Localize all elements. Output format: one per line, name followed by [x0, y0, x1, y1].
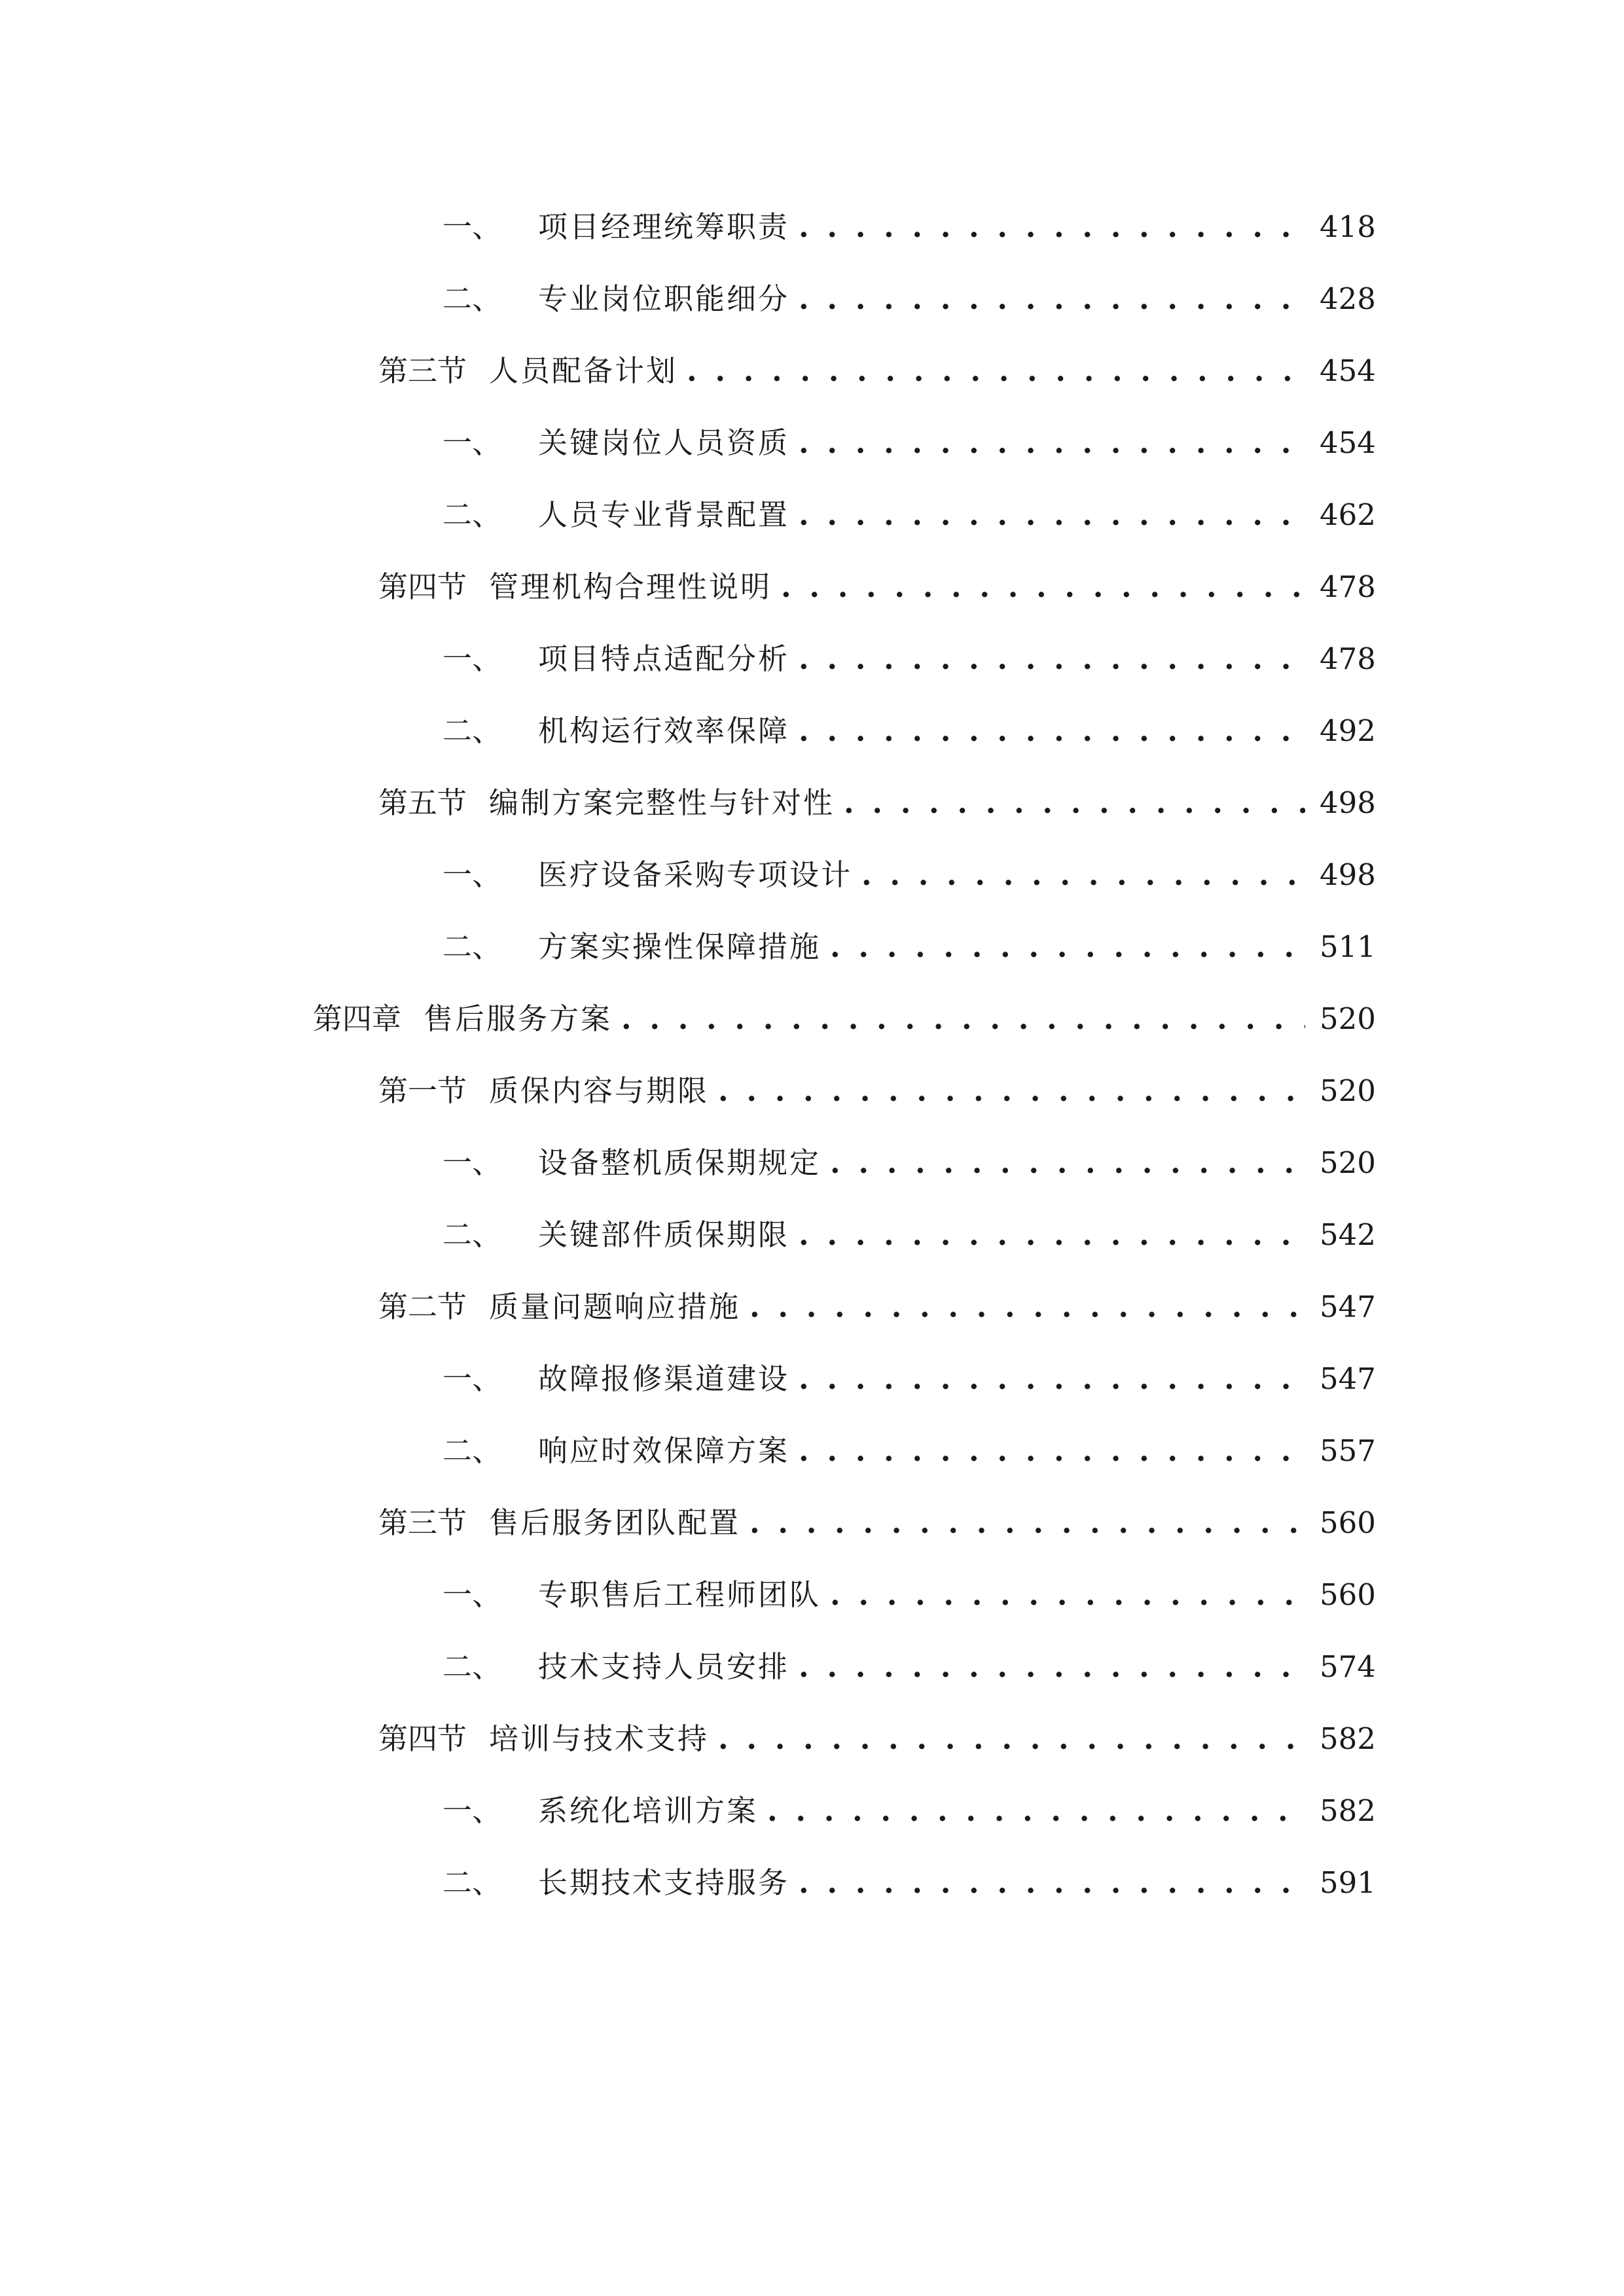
toc-entry-title: 技术支持人员安排	[538, 1649, 790, 1684]
toc-entry-number: 二、	[442, 713, 502, 748]
toc-entry-number: 一、	[442, 1361, 502, 1396]
toc-entry-page: 520	[1320, 1073, 1376, 1108]
toc-entry-page: 492	[1320, 713, 1376, 748]
toc-entry[interactable]	[0, 335, 1624, 407]
toc-entry-title: 管理机构合理性说明	[489, 569, 772, 604]
dot-leader	[799, 1415, 1305, 1487]
toc-entry-title: 关键岗位人员资质	[538, 425, 790, 460]
toc-entry[interactable]	[0, 551, 1624, 623]
toc-entry[interactable]	[0, 1271, 1624, 1343]
toc-entry-page: 560	[1320, 1505, 1376, 1540]
toc-entry[interactable]	[0, 1847, 1624, 1919]
toc-entry[interactable]	[0, 1127, 1624, 1199]
toc-entry[interactable]	[0, 1199, 1624, 1271]
dot-leader	[799, 479, 1305, 551]
toc-entry-title: 人员配备计划	[489, 353, 678, 388]
toc-entry-page: 520	[1320, 1145, 1376, 1180]
toc-entry-page: 560	[1320, 1577, 1376, 1612]
toc-entry-title: 项目经理统筹职责	[538, 209, 790, 244]
dot-leader	[621, 983, 1305, 1055]
toc-entry-number: 一、	[442, 1577, 502, 1612]
toc-entry-page: 520	[1320, 1001, 1376, 1036]
toc-entry-number: 一、	[442, 641, 502, 676]
toc-entry-number: 第五节	[378, 785, 467, 820]
toc-entry-title: 培训与技术支持	[489, 1721, 710, 1756]
dot-leader	[799, 623, 1305, 695]
toc-entry-title: 系统化培训方案	[538, 1793, 759, 1828]
toc-entry-number: 第四章	[313, 1001, 402, 1036]
toc-entry-title: 人员专业背景配置	[538, 497, 790, 532]
toc-entry[interactable]	[0, 1559, 1624, 1631]
toc-entry[interactable]	[0, 1055, 1624, 1127]
toc-entry-title: 响应时效保障方案	[538, 1433, 790, 1468]
toc-entry-title: 关键部件质保期限	[538, 1217, 790, 1252]
toc-entry-title: 长期技术支持服务	[538, 1865, 790, 1900]
dot-leader	[844, 767, 1305, 839]
toc-entry-page: 498	[1320, 857, 1376, 892]
dot-leader	[799, 263, 1305, 335]
toc-entry-title: 售后服务团队配置	[489, 1505, 741, 1540]
toc-entry[interactable]	[0, 263, 1624, 335]
dot-leader	[799, 1847, 1305, 1919]
toc-entry-title: 质量问题响应措施	[489, 1289, 741, 1324]
toc-entry-number: 一、	[442, 1145, 502, 1180]
dot-leader	[861, 839, 1305, 911]
toc-entry-page: 591	[1320, 1865, 1376, 1900]
toc-entry[interactable]	[0, 767, 1624, 839]
dot-leader	[799, 407, 1305, 479]
toc-entry-page: 454	[1320, 353, 1376, 388]
dot-leader	[799, 1199, 1305, 1271]
toc-entry-number: 二、	[442, 1865, 502, 1900]
toc-entry-number: 第四节	[378, 1721, 467, 1756]
toc-entry-number: 二、	[442, 497, 502, 532]
dot-leader	[687, 335, 1305, 407]
toc-entry-title: 项目特点适配分析	[538, 641, 790, 676]
toc-entry-page: 547	[1320, 1361, 1376, 1396]
toc-entry[interactable]	[0, 695, 1624, 767]
dot-leader	[799, 1343, 1305, 1415]
toc-entry-number: 第一节	[378, 1073, 467, 1108]
toc-entry-page: 557	[1320, 1433, 1376, 1468]
dot-leader	[749, 1487, 1305, 1559]
toc-entry-number: 一、	[442, 1793, 502, 1828]
toc-entry-page: 478	[1320, 569, 1376, 604]
toc-entry[interactable]	[0, 1487, 1624, 1559]
toc-entry-number: 二、	[442, 281, 502, 316]
toc-entry-number: 一、	[442, 209, 502, 244]
toc-entry[interactable]	[0, 1343, 1624, 1415]
toc-entry[interactable]	[0, 191, 1624, 263]
toc-entry-page: 582	[1320, 1721, 1376, 1756]
table-of-contents	[0, 191, 1624, 1919]
toc-entry-number: 第二节	[378, 1289, 467, 1324]
toc-entry-number: 二、	[442, 1649, 502, 1684]
dot-leader	[830, 1559, 1305, 1631]
toc-entry-number: 第四节	[378, 569, 467, 604]
toc-entry-page: 574	[1320, 1649, 1376, 1684]
toc-entry-title: 专业岗位职能细分	[538, 281, 790, 316]
dot-leader	[718, 1055, 1305, 1127]
toc-entry-page: 547	[1320, 1289, 1376, 1324]
toc-entry-title: 机构运行效率保障	[538, 713, 790, 748]
dot-leader	[749, 1271, 1305, 1343]
toc-entry-page: 418	[1320, 209, 1376, 244]
toc-entry-number: 一、	[442, 857, 502, 892]
dot-leader	[767, 1775, 1305, 1847]
toc-entry[interactable]	[0, 911, 1624, 983]
dot-leader	[799, 1631, 1305, 1703]
toc-entry-page: 582	[1320, 1793, 1376, 1828]
toc-entry-number: 一、	[442, 425, 502, 460]
toc-entry-title: 售后服务方案	[424, 1001, 613, 1036]
toc-entry-number: 二、	[442, 1433, 502, 1468]
toc-entry-title: 专职售后工程师团队	[538, 1577, 821, 1612]
dot-leader	[799, 695, 1305, 767]
toc-entry-page: 511	[1320, 929, 1376, 964]
toc-entry-title: 方案实操性保障措施	[538, 929, 821, 964]
toc-entry-page: 542	[1320, 1217, 1376, 1252]
dot-leader	[781, 551, 1305, 623]
toc-entry[interactable]	[0, 983, 1624, 1055]
toc-entry-page: 478	[1320, 641, 1376, 676]
toc-entry[interactable]	[0, 1703, 1624, 1775]
dot-leader	[799, 191, 1305, 263]
toc-entry[interactable]	[0, 479, 1624, 551]
toc-entry-title: 设备整机质保期规定	[538, 1145, 821, 1180]
toc-entry[interactable]	[0, 1775, 1624, 1847]
toc-entry[interactable]	[0, 1415, 1624, 1487]
dot-leader	[830, 1127, 1305, 1199]
toc-entry-number: 二、	[442, 929, 502, 964]
toc-entry-number: 第三节	[378, 1505, 467, 1540]
dot-leader	[830, 911, 1305, 983]
toc-entry-page: 498	[1320, 785, 1376, 820]
toc-entry-number: 二、	[442, 1217, 502, 1252]
toc-entry-page: 462	[1320, 497, 1376, 532]
toc-entry[interactable]	[0, 839, 1624, 911]
dot-leader	[718, 1703, 1305, 1775]
toc-entry-page: 454	[1320, 425, 1376, 460]
toc-entry-title: 故障报修渠道建设	[538, 1361, 790, 1396]
toc-entry[interactable]	[0, 407, 1624, 479]
toc-entry-number: 第三节	[378, 353, 467, 388]
toc-entry-page: 428	[1320, 281, 1376, 316]
toc-entry-title: 编制方案完整性与针对性	[489, 785, 835, 820]
toc-entry[interactable]	[0, 623, 1624, 695]
toc-entry[interactable]	[0, 1631, 1624, 1703]
toc-entry-title: 医疗设备采购专项设计	[538, 857, 853, 892]
toc-entry-title: 质保内容与期限	[489, 1073, 710, 1108]
